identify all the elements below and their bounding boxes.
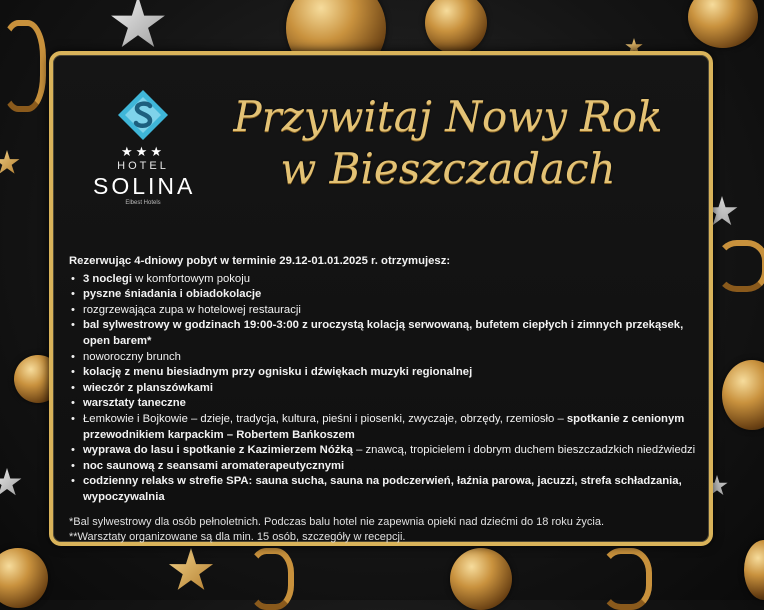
list-item bbox=[69, 381, 709, 397]
list-item bbox=[69, 365, 709, 381]
title-line-1: Przywitaj Nowy Rok bbox=[233, 92, 663, 141]
item-bold: pyszne śniadania i obiadokolacje bbox=[83, 288, 262, 301]
list-item bbox=[69, 443, 709, 459]
page-title bbox=[193, 91, 703, 195]
item-bold: warsztaty taneczne bbox=[83, 397, 186, 410]
gold-ornament bbox=[744, 540, 764, 600]
ribbon-curl bbox=[600, 548, 652, 610]
hotel-group-label: Elbest Hotels bbox=[125, 200, 161, 206]
offer-list bbox=[69, 272, 709, 506]
footnote: *Bal sylwestrowy dla osób pełnoletnich. Podczas balu hotel nie zapewnia opieki nad dziećmi do 18 roku życia. bbox=[69, 515, 605, 528]
hotel-name: SOLINA bbox=[93, 173, 196, 199]
ribbon-curl bbox=[248, 548, 294, 610]
gold-ornament bbox=[722, 360, 764, 430]
item-bold: bal sylwestrowy w godzinach 19:00-3:00 z uroczystą kolacją serwowaną, bufetem ciepłych i zimnych przekąsek, open barem* bbox=[83, 319, 684, 347]
silver-star bbox=[110, 0, 166, 52]
list-item bbox=[69, 396, 709, 412]
gold-ornament bbox=[425, 0, 487, 54]
item-bold: codzienny relaks w strefie SPA: sauna sucha, sauna na podczerwień, łaźnia parowa, jacuzzi, strefa schładzania, wypoczywalnia bbox=[83, 475, 682, 503]
list-item bbox=[69, 412, 709, 443]
offer-intro: Rezerwując 4-dniowy pobyt w terminie 29.12-01.01.2025 r. otrzymujesz: bbox=[69, 255, 451, 267]
list-item bbox=[69, 303, 709, 319]
gold-star bbox=[0, 150, 20, 176]
gold-ornament bbox=[450, 548, 512, 610]
gold-ornament bbox=[0, 548, 48, 608]
item-text: w komfortowym pokoju bbox=[131, 272, 250, 285]
invitation-panel bbox=[49, 51, 713, 546]
hotel-stars: ★★★ bbox=[121, 144, 165, 159]
item-bold: spotkanie z cenionym przewodnikiem karpackim – Robertem Bańkoszem bbox=[83, 412, 685, 441]
hotel-word: HOTEL bbox=[117, 160, 169, 172]
item-bold: noc saunową z seansami aromaterapeutycznymi bbox=[83, 459, 345, 472]
ribbon-curl bbox=[0, 20, 46, 112]
item-bold: wyprawa do lasu i spotkanie z Kazimierzem Nóżką bbox=[83, 444, 353, 457]
list-item bbox=[69, 287, 709, 303]
list-item bbox=[69, 459, 709, 475]
gold-star bbox=[168, 548, 214, 594]
hotel-s-logo-icon bbox=[117, 89, 169, 141]
item-text: – znawcą, tropicielem i dobrym duchem bieszczadzkich niedźwiedzi bbox=[352, 444, 696, 457]
item-bold: 3 noclegi bbox=[83, 272, 132, 285]
item-text: rozgrzewająca zupa w hotelowej restauracji bbox=[83, 303, 301, 316]
list-item bbox=[69, 318, 709, 349]
title-line-2: w Bieszczadach bbox=[280, 144, 616, 193]
item-lead: Łemkowie i Bojkowie – dzieje, tradycja, kultura, pieśni i piosenki, zwyczaje, obrzędy, rzemiosło – bbox=[83, 412, 567, 425]
footnotes bbox=[69, 515, 709, 545]
list-item bbox=[69, 272, 709, 288]
hotel-logo bbox=[93, 89, 196, 207]
ribbon-curl bbox=[716, 240, 764, 292]
item-bold: kolację z menu biesiadnym przy ognisku i dźwiękach muzyki regionalnej bbox=[83, 366, 473, 379]
item-text: noworoczny brunch bbox=[83, 350, 181, 363]
offer-content bbox=[69, 254, 709, 545]
item-bold: wieczór z planszówkami bbox=[83, 381, 213, 394]
gold-ornament bbox=[688, 0, 758, 48]
list-item bbox=[69, 474, 709, 505]
footnote: **Warsztaty organizowane są dla min. 15 osób, szczegóły w recepcji. bbox=[69, 530, 406, 543]
list-item bbox=[69, 350, 709, 366]
silver-star bbox=[0, 468, 22, 498]
